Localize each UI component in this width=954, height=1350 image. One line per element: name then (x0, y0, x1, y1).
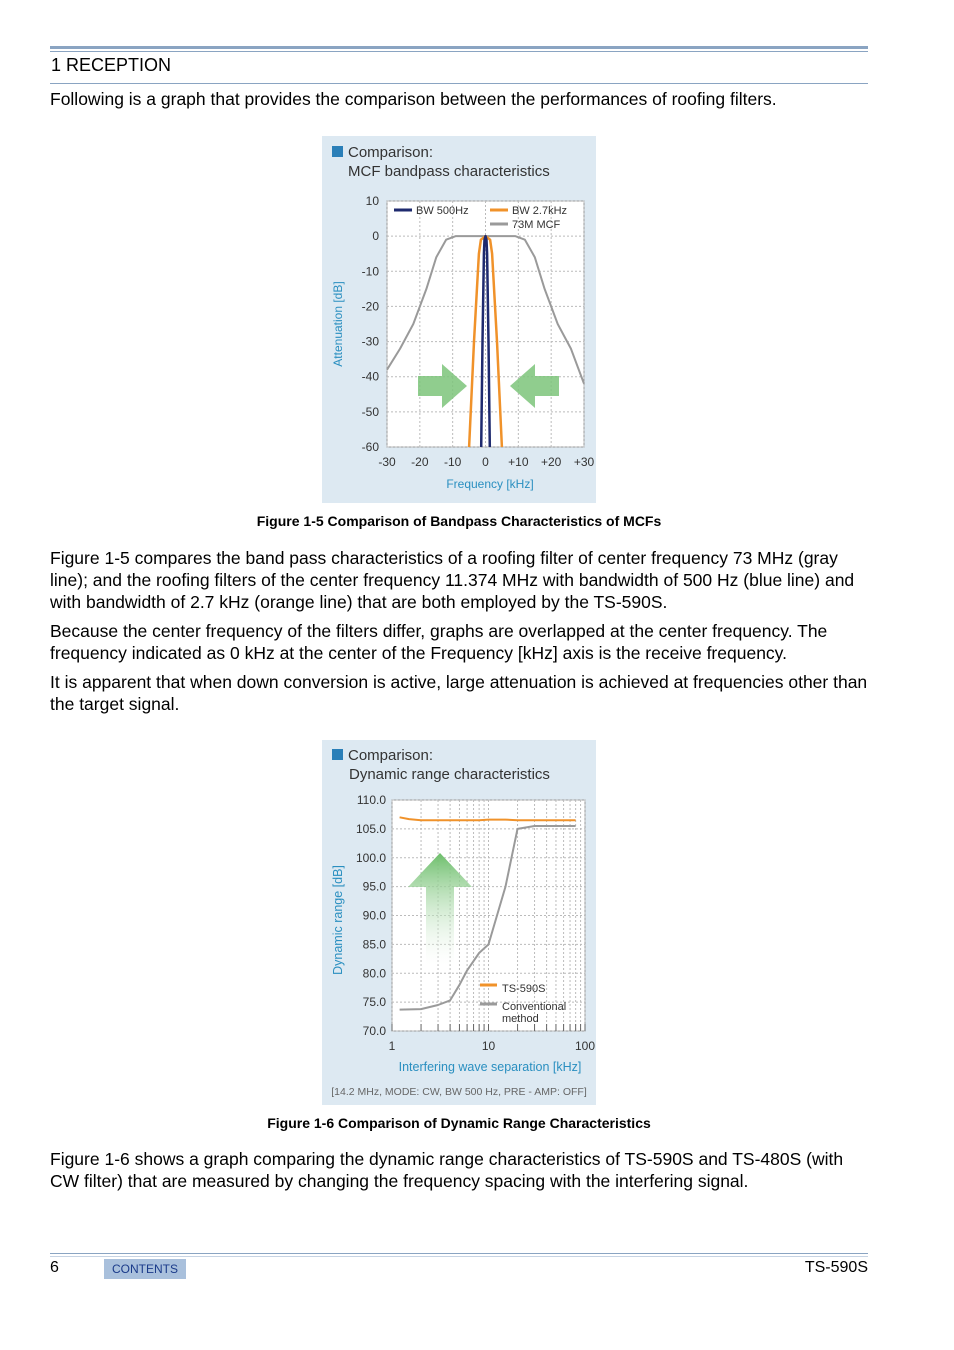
legend-label-bw500: BW 500Hz (416, 205, 469, 217)
legend-label-conventional: Conventional method (502, 1001, 567, 1025)
dynamic-range-chart (322, 740, 596, 1105)
legend-label-mcf73: 73M MCF (512, 219, 561, 231)
paragraph-fig2-description: Figure 1-6 shows a graph comparing the dynamic range characteristics of TS-590S and TS-480S (with CW filter) that are measured by changing the frequency spacing with the interfering signal. (50, 1149, 844, 1191)
fig2-y-axis-label: Dynamic range [dB] (331, 865, 345, 975)
fig1-y-tick: 10 (365, 194, 379, 208)
fig1-x-tick: +30 (573, 455, 595, 469)
fig2-y-tick: 85.0 (362, 937, 386, 952)
heading-square-icon (332, 146, 343, 157)
fig1-x-tick: -30 (378, 455, 396, 469)
paragraph-attenuation: It is apparent that when down conversion is active, large attenuation is achieved at frequencies other than the target signal. (50, 672, 868, 714)
fig1-y-tick-labels (362, 194, 380, 454)
fig1-y-tick: -50 (361, 404, 379, 419)
fig2-x-tick: 10 (481, 1039, 496, 1053)
section-title: 1 RECEPTION (51, 55, 172, 75)
fig1-y-tick: -30 (361, 334, 379, 349)
fig1-x-tick: -20 (411, 455, 429, 469)
footer-model-name: TS-590S (804, 1259, 868, 1276)
header-rule-top-thin (50, 51, 868, 52)
fig1-y-tick: -40 (361, 369, 379, 384)
fig2-y-tick: 110.0 (356, 793, 386, 807)
legend-label-bw27: BW 2.7kHz (512, 205, 568, 217)
contents-button[interactable]: CONTENTS (104, 1259, 186, 1279)
fig2-condition-note: [14.2 MHz, MODE: CW, BW 500 Hz, PRE - AMP: OFF] (331, 1086, 587, 1098)
fig2-y-tick: 95.0 (362, 879, 386, 894)
header-rule-top (50, 46, 868, 49)
fig1-heading-line2: MCF bandpass characteristics (348, 163, 550, 180)
fig2-y-tick: 75.0 (362, 995, 386, 1010)
fig1-heading-line1: Comparison: (348, 144, 434, 161)
fig1-x-tick: +10 (508, 455, 529, 469)
page-number: 6 (50, 1259, 59, 1276)
figure-mcf-bandpass (322, 136, 596, 503)
figure-dynamic-range (322, 740, 596, 1105)
fig1-y-tick: -20 (361, 299, 379, 314)
footer-rule-thin (50, 1256, 868, 1257)
fig1-y-tick: -60 (361, 440, 379, 454)
fig2-y-tick: 100.0 (355, 850, 386, 865)
fig2-x-tick-labels (389, 1039, 596, 1053)
fig1-x-tick: +20 (540, 455, 562, 469)
mcf-bandpass-chart (322, 136, 596, 503)
fig1-y-axis-label: Attenuation [dB] (331, 281, 345, 367)
legend-label-ts590s: TS-590S (502, 983, 546, 995)
fig1-y-tick: -10 (361, 264, 379, 279)
fig2-x-tick: 1 (388, 1039, 396, 1053)
fig1-x-tick-labels (378, 455, 594, 469)
fig1-x-axis-label: Frequency [kHz] (446, 477, 534, 491)
footer-rule (50, 1253, 868, 1254)
header-rule-bottom (50, 83, 868, 84)
figure2-caption: Figure 1-6 Comparison of Dynamic Range Characteristics (267, 1115, 651, 1131)
paragraph-fig1-description: Figure 1-5 compares the band pass characteristics of a roofing filter of center frequency 73 MHz (gray line); and the roofing filters of the center frequency 11.374 MHz with bandwidth of 500 Hz (blue line) and with bandwidth of 2.7 kHz (orange line) that are both employed by the TS-590S. (50, 548, 855, 612)
fig2-y-tick: 105.0 (355, 821, 386, 836)
fig2-x-tick: 100 (574, 1039, 596, 1053)
fig2-heading-line2: Dynamic range characteristics (349, 766, 550, 783)
fig2-y-tick: 90.0 (362, 908, 386, 923)
fig2-heading-line1: Comparison: (348, 747, 434, 764)
fig2-y-tick-labels (356, 793, 386, 1038)
heading-square-icon (332, 749, 343, 760)
fig2-y-tick: 80.0 (362, 966, 386, 981)
fig2-x-axis-label: Interfering wave separation [kHz] (398, 1060, 582, 1074)
fig1-y-tick: 0 (372, 229, 379, 244)
paragraph-center-frequency: Because the center frequency of the filters differ, graphs are overlapped at the center frequency. The frequency indicated as 0 kHz at the center of the Frequency [kHz] axis is the receive frequency. (50, 621, 828, 663)
fig1-x-tick: 0 (482, 455, 489, 469)
intro-paragraph: Following is a graph that provides the comparison between the performances of roofing filters. (50, 89, 777, 109)
fig1-x-tick: -10 (443, 455, 462, 469)
figure1-caption: Figure 1-5 Comparison of Bandpass Characteristics of MCFs (256, 513, 662, 529)
fig2-y-tick: 70.0 (362, 1024, 386, 1038)
